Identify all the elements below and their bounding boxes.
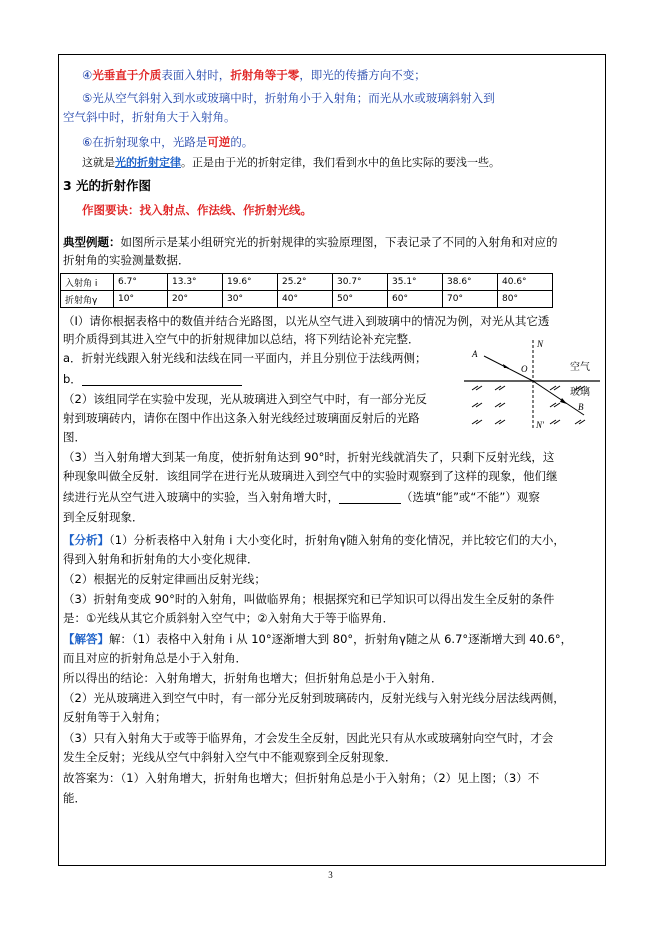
section-title: 3 光的折射作图: [63, 178, 152, 193]
table-cell: 50°: [333, 291, 388, 308]
question-2-line3: 图．: [63, 430, 86, 444]
table-cell: 80°: [498, 291, 553, 308]
answer-line1: [63, 632, 572, 646]
analysis-line3: （2）根据光的反射定律画出反射光线；: [63, 572, 266, 586]
refraction-diagram: [462, 335, 602, 435]
label: 典型例题：: [63, 235, 121, 249]
emphasis: 折射角等于零: [230, 68, 300, 82]
final-answer-line2: 能．: [63, 791, 86, 805]
label-n: N: [537, 339, 544, 349]
law-name: 光的折射定律: [115, 156, 181, 169]
table-row: [61, 274, 553, 291]
analysis-line2: 得到入射角和折射角的大小变化规律．: [63, 552, 259, 566]
conclusion-b: [63, 372, 242, 386]
text: ⑥在折射现象中，光路是: [82, 135, 208, 149]
table-cell: 19.6°: [223, 274, 278, 291]
arrow-icon: [503, 364, 509, 368]
question-3-line3: [63, 490, 540, 504]
table-cell: 30°: [223, 291, 278, 308]
law-item-6: [82, 135, 253, 149]
table-cell: 38.6°: [443, 274, 498, 291]
table-cell: 35.1°: [388, 274, 443, 291]
drawing-requirements: [82, 203, 312, 217]
answer-blank: [339, 492, 401, 504]
final-answer-line1: 故答案为：（1）入射角增大，折射角也增大；但折射角总是小于入射角；（2）见上图；（3）不: [63, 771, 540, 785]
label-glass: 玻璃: [570, 387, 590, 398]
row-label: 折射角γ: [61, 291, 114, 308]
table-cell: 20°: [168, 291, 223, 308]
table-cell: 40.6°: [498, 274, 553, 291]
answer-line3: 所以得出的结论：入射角增大，折射角也增大；但折射角总是小于入射角．: [63, 671, 443, 685]
row-label: 入射角 i: [61, 274, 114, 291]
example-line2: 折射角的实验测量数据．: [63, 253, 190, 267]
label: b．: [63, 372, 82, 386]
arrow-icon: [560, 398, 567, 404]
text: 表面入射时，: [161, 68, 231, 82]
text: 如图所示是某小组研究光的折射规律的实验原理图，下表记录了不同的入射角和对应的: [120, 235, 558, 249]
question-1-line1: （Ⅰ）请你根据表格中的数值并结合光路图，以光从空气进入到玻璃中的情况为例，对光从其它透: [63, 314, 550, 328]
question-3-line2: 种现象叫做全反射．该组同学在进行光从玻璃进入到空气中的实验时观察到了这样的现象，他们继: [63, 469, 558, 483]
answer-line6: （3）只有入射角大于或等于临界角，才会发生全反射，因此光只有从水或玻璃射向空气时，才会: [63, 731, 554, 745]
table-cell: 60°: [388, 291, 443, 308]
emphasis: 光垂直于介质: [92, 68, 162, 82]
item-number: ④: [82, 68, 93, 82]
table-cell: 6.7°: [114, 274, 168, 291]
analysis-line5: 是：①光线从其它介质斜射入空气中；②入射角大于等于临界角．: [63, 611, 395, 625]
law-item-5-line1: ⑤光从空气斜射入到水或玻璃中时，折射角小于入射角；而光从水或玻璃斜射入到: [82, 91, 495, 105]
answer-line7: 发生全反射；光线从空气中斜射入空气中不能观察到全反射现象．: [63, 750, 397, 764]
question-3-line4: 到全反射现象．: [63, 510, 144, 524]
table-cell: 10°: [114, 291, 168, 308]
text: 的。: [230, 135, 254, 149]
analysis-line4: （3）折射角变成 90°时的入射角，叫做临界角；根据探究和已学知识可以得出发生全反射的条件: [63, 592, 555, 606]
question-2-line2: 射到玻璃砖内，请你在图中作出这条入射光线经过玻璃面反射后的光路: [63, 411, 420, 425]
analysis-label: 【分析】: [63, 533, 109, 547]
label-air: 空气: [570, 362, 590, 373]
law-item-4: [82, 68, 426, 82]
table-row: [61, 291, 553, 308]
table-cell: 70°: [443, 291, 498, 308]
label-n-prime: N': [536, 420, 544, 430]
table-cell: 25.2°: [278, 274, 333, 291]
text: 续进行光从空气进入玻璃中的实验，当入射角增大时，: [63, 490, 339, 504]
page-number: 3: [328, 870, 333, 880]
example-line1: [63, 235, 558, 249]
answer-line2: 而且对应的折射角总是小于入射角．: [63, 651, 247, 665]
question-3-line1: （3）当入射角增大到某一角度，使折射角达到 90°时，折射光线就消失了，只剩下反射光线，这: [63, 450, 555, 464]
label-a: A: [472, 349, 478, 359]
label-o: O: [521, 364, 528, 374]
text: 。正是由于光的折射定律，我们看到水中的鱼比实际的要浅一些。: [181, 156, 500, 169]
law-summary: [82, 156, 500, 170]
conclusion-a: a．折射光线跟入射光线和法线在同一平面内，并且分别位于法线两侧；: [63, 351, 427, 365]
answer-label: 【解答】: [63, 632, 109, 646]
text: ，即光的传播方向不变；: [299, 68, 426, 82]
table-cell: 13.3°: [168, 274, 223, 291]
text: （1）分析表格中入射角 i 大小变化时，折射角γ随入射角的变化情况，并比较它们的大小，: [109, 533, 565, 547]
law-item-5-line2: 空气斜中时，折射角大于入射角。: [63, 110, 236, 124]
table-cell: 40°: [278, 291, 333, 308]
label-b: B: [578, 402, 584, 412]
table-cell: 30.7°: [333, 274, 388, 291]
data-table: [60, 273, 553, 308]
question-2-line1: （2）该组同学在实验中发现，光从玻璃进入到空气中时，有一部分光反: [63, 392, 427, 406]
text: 找入射点、作法线、作折射光线。: [139, 203, 312, 217]
text: 这就是: [82, 156, 115, 169]
text: （选填“能”或“不能”）观察: [401, 490, 540, 504]
emphasis: 可逆: [207, 135, 231, 149]
analysis-line1: [63, 533, 565, 547]
question-1-line2: 明介质得到其进入空气中的折射规律加以总结，将下列结论补充完整．: [63, 332, 420, 346]
label: 作图要诀：: [82, 203, 140, 217]
glass-hatching: [472, 386, 585, 424]
answer-line4: （2）光从玻璃进入到空气中时，有一部分光反射到玻璃砖内，反射光线与入射光线分居法线两侧，: [63, 691, 565, 705]
answer-line5: 反射角等于入射角；: [63, 710, 167, 724]
text: 解：（1）表格中入射角 i 从 10°逐渐增大到 80°，折射角γ随之从 6.7°逐渐增大到 40.6°，: [109, 632, 573, 646]
answer-blank: [82, 374, 242, 386]
